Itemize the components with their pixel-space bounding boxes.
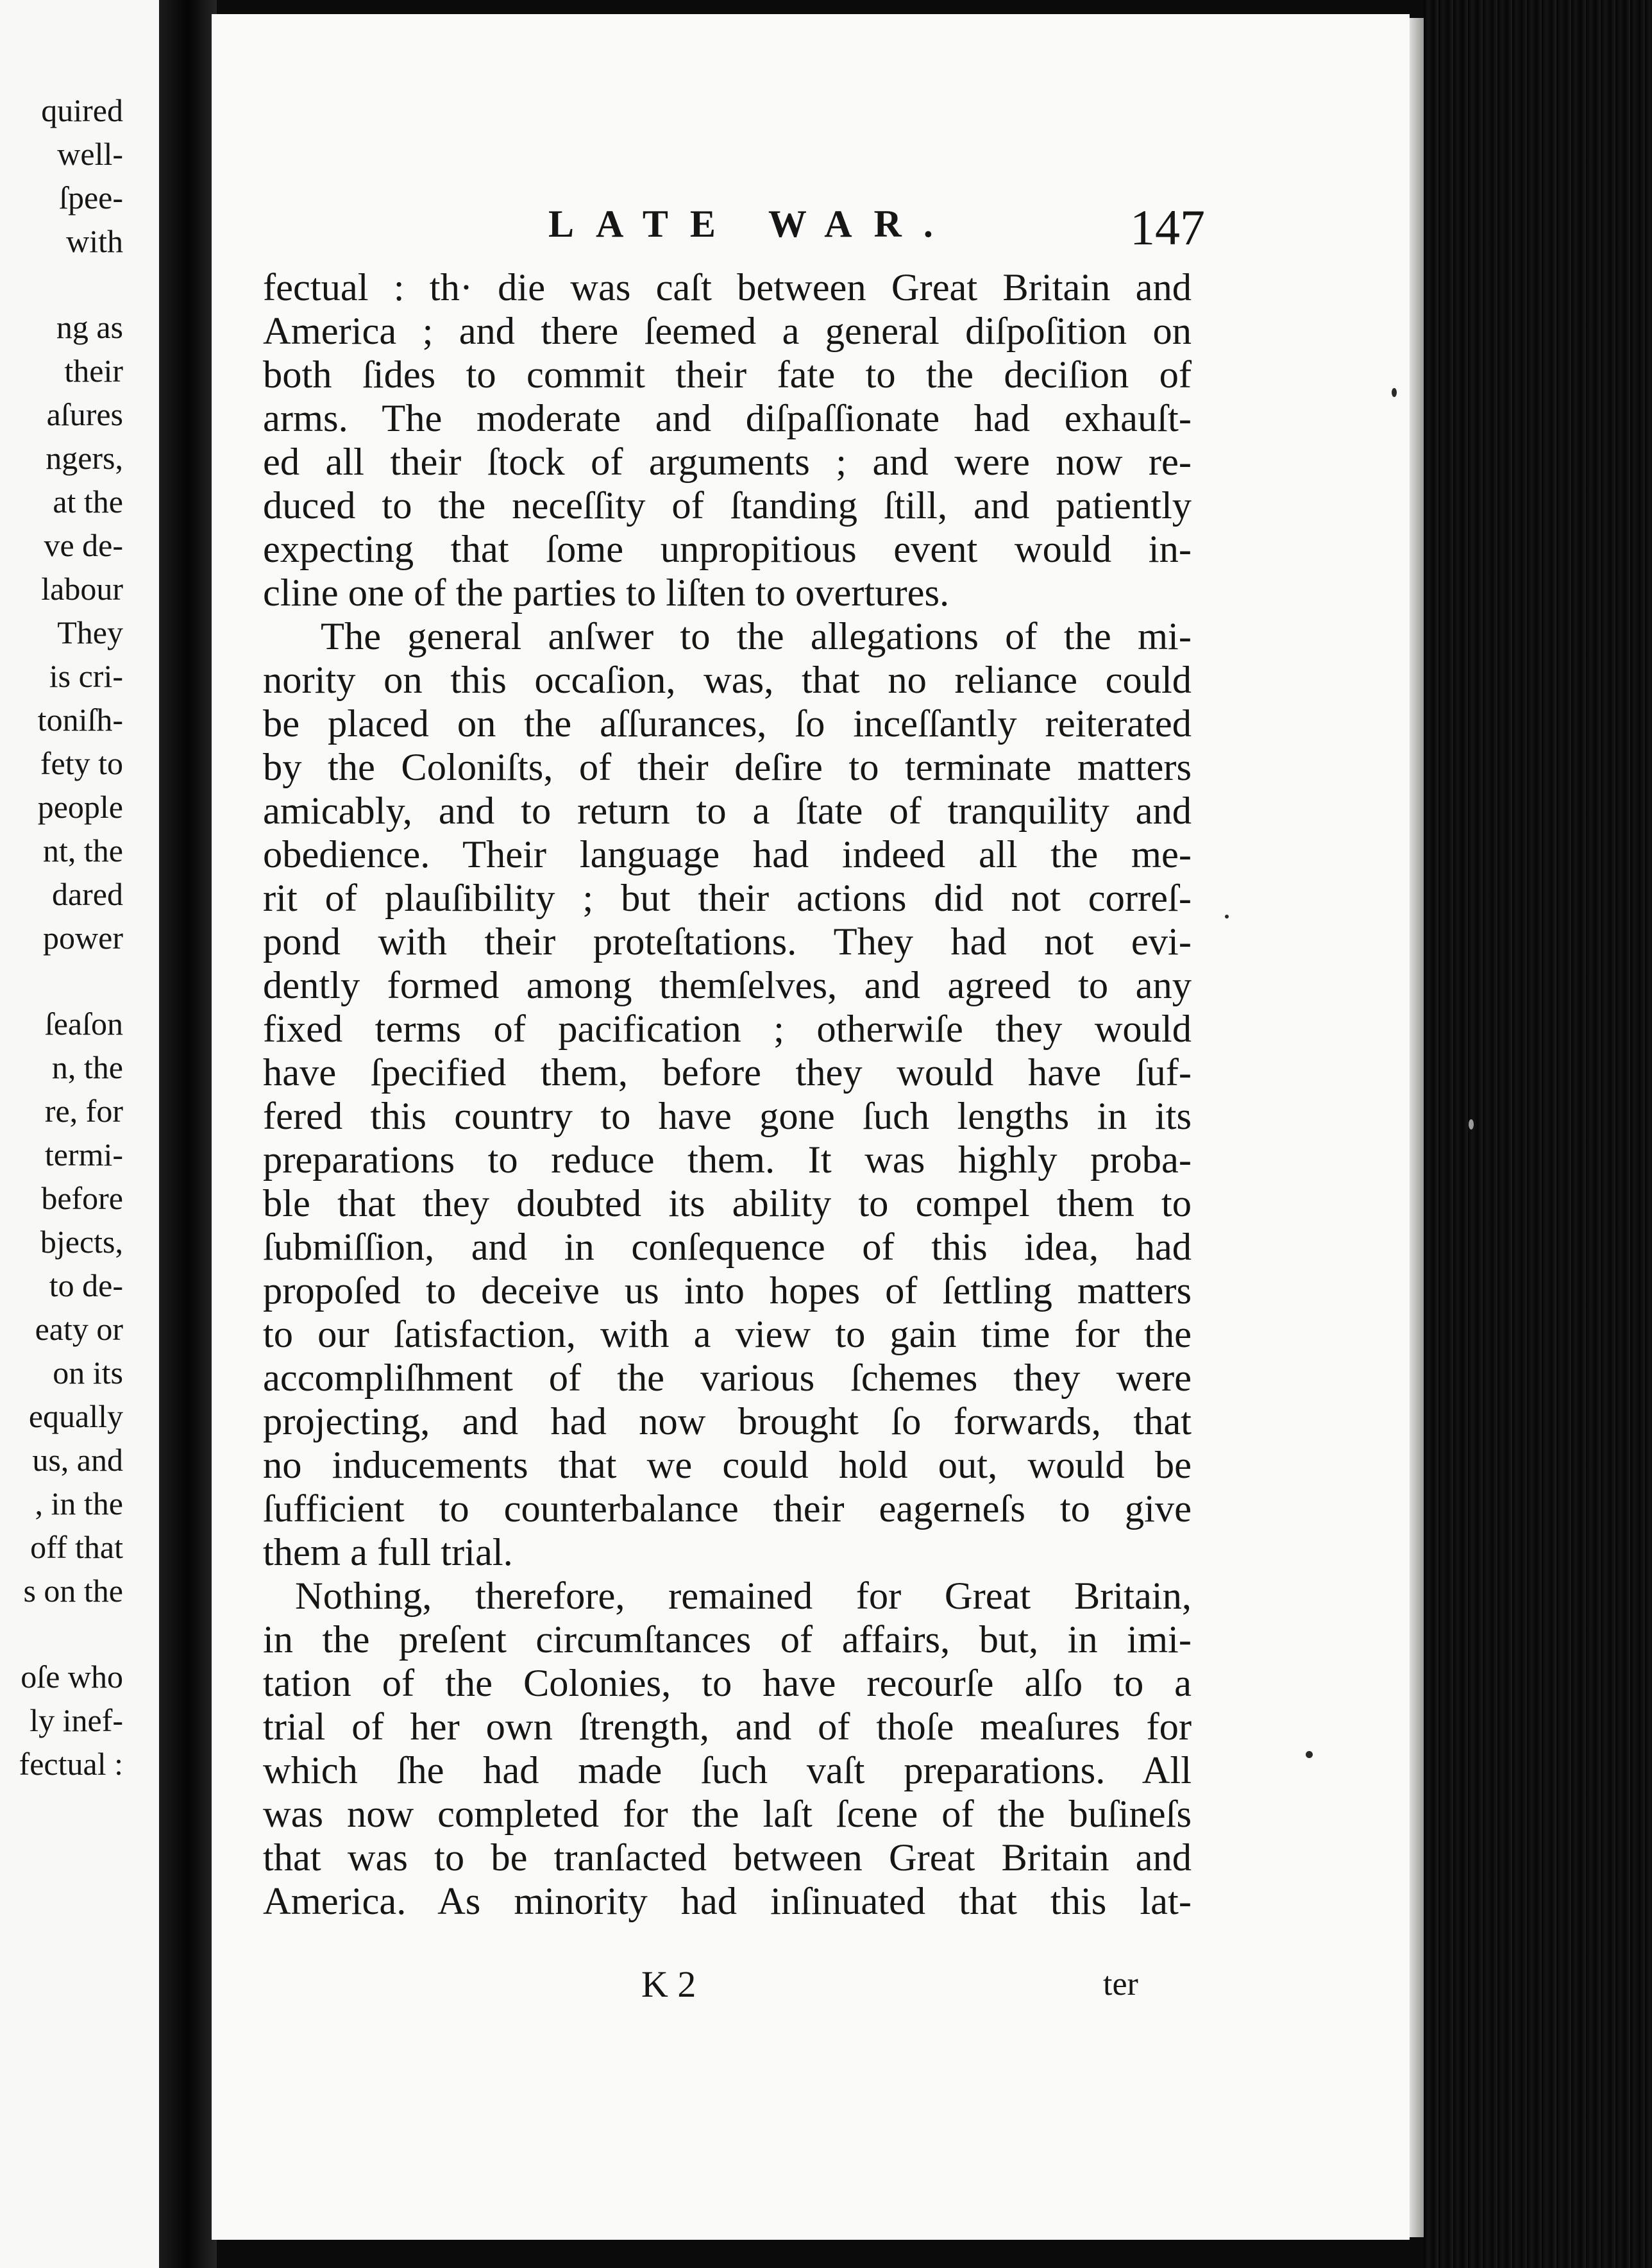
left-fragment: nt, the [43,833,123,868]
text-line: fixed terms of pacification ; otherwiſe they would [263,1008,1192,1051]
ink-speck [1392,388,1397,397]
text-line: be placed on the aſſurances, ſo inceſſantly reiterated [263,702,1192,745]
left-fragment: ngers, [46,440,123,476]
text-line: ſufficient to counterbalance their eagerneſs to give [263,1487,1192,1530]
left-fragment: n, the [51,1049,123,1085]
text-line: dently formed among themſelves, and agreed to any [263,964,1192,1007]
left-fragment: to de- [49,1267,123,1303]
left-fragment: well- [57,136,123,172]
left-fragment: s on the [23,1573,123,1609]
previous-page [0,0,159,2268]
left-fragment: ve de- [44,527,123,563]
left-fragment: ſeaſon [44,1006,123,1042]
text-line: fectual : th· die was caſt between Great Britain and [263,266,1192,309]
text-line: no inducements that we could hold out, would be [263,1444,1192,1487]
text-line: expecting that ſome unpropitious event would in- [263,528,1192,571]
text-line: was now completed for the laſt ſcene of the buſineſs [263,1793,1192,1836]
text-line: accompliſhment of the various ſchemes they were [263,1357,1192,1400]
left-fragment: dared [51,876,123,912]
left-fragment: ng as [56,309,123,345]
text-line: which ſhe had made ſuch vaſt preparations. All [263,1749,1192,1792]
text-line: projecting, and had now brought ſo forwards, that [263,1400,1192,1443]
left-fragment: toniſh- [37,702,123,738]
left-fragment: oſe who [21,1659,123,1695]
paragraph-start: The general anſwer to the allegations of the mi- [321,615,1192,658]
text-line: arms. The moderate and diſpaſſionate had exhauſt- [263,397,1192,440]
left-fragment: off that [30,1529,123,1565]
text-line: amicably, and to return to a ſtate of tranquility and [263,790,1192,833]
text-line: in the preſent circumſtances of affairs, but, in imi- [263,1618,1192,1661]
page-edge [1410,18,1424,2237]
text-line: pond with their proteſtations. They had not evi- [263,920,1192,963]
text-line: to our ſatisfaction, with a view to gain time for the [263,1313,1192,1356]
left-fragment: They [57,614,123,650]
text-line: America ; and there ſeemed a general diſpoſition on [263,310,1192,353]
left-fragment: termi- [44,1137,123,1172]
left-fragment: their [64,353,123,389]
text-line: by the Coloniſts, of their deſire to terminate matters [263,746,1192,789]
left-fragment: before [41,1180,123,1216]
left-fragment: quired [41,92,123,128]
left-fragment: labour [41,571,123,607]
left-fragment: is cri- [49,658,123,694]
signature-mark: K 2 [641,1963,696,2005]
left-fragment: fectual : [19,1746,123,1782]
page-number: 147 [1130,199,1205,255]
left-fragment: re, for [44,1093,123,1129]
left-fragment: people [37,789,123,825]
text-line: trial of her own ſtrength, and of thoſe meaſures for [263,1705,1192,1748]
text-line: both ſides to commit their fate to the deciſion of [263,353,1192,396]
left-fragment: power [43,920,123,956]
text-line: have ſpecified them, before they would have ſuf- [263,1051,1192,1094]
text-line: fered this country to have gone ſuch lengths in its [263,1095,1192,1138]
paragraph-start: Nothing, therefore, remained for Great Britain, [295,1575,1192,1618]
left-fragment: on its [53,1355,123,1391]
running-head: LATE WAR. [548,203,955,245]
text-line: ble that they doubted its ability to compel them to [263,1182,1192,1225]
text-line: America. As minority had inſinuated that this lat- [263,1880,1192,1923]
left-fragment: equally [28,1398,123,1434]
text-line: ed all their ſtock of arguments ; and were now re- [263,441,1192,484]
left-fragment: eaty or [35,1311,123,1347]
book-block-edge [1424,0,1652,2268]
left-fragment: at the [53,484,123,520]
left-fragment: bjects, [40,1224,123,1260]
left-fragment: fety to [40,745,123,781]
text-line: ſubmiſſion, and in conſequence of this idea, had [263,1226,1192,1269]
left-fragment: aſures [46,396,123,432]
text-line: rit of plauſibility ; but their actions did not correſ- [263,877,1192,920]
text-line: them a full trial. [263,1531,513,1574]
left-fragment: with [66,223,123,259]
left-fragment: ly inef- [30,1702,123,1738]
text-line: that was to be tranſacted between Great Britain and [263,1836,1192,1879]
ink-speck [1306,1751,1313,1758]
text-line: duced to the neceſſity of ſtanding ſtill, and patiently [263,484,1192,527]
catchword: ter [1103,1966,1138,2002]
text-line: cline one of the parties to liſten to overtures. [263,571,950,614]
text-line: propoſed to deceive us into hopes of ſettling matters [263,1269,1192,1312]
left-fragment: , in the [35,1485,123,1521]
text-line: tation of the Colonies, to have recourſe alſo to a [263,1662,1192,1705]
ink-speck [1469,1119,1474,1130]
left-fragment: us, and [32,1442,123,1478]
left-fragment: ſpee- [59,180,123,216]
text-line: nority on this occaſion, was, that no reliance could [263,659,1192,702]
text-line: obedience. Their language had indeed all the me- [263,833,1192,876]
ink-speck [1225,915,1229,918]
text-line: preparations to reduce them. It was highly proba- [263,1138,1192,1181]
book-gutter [159,0,217,2268]
